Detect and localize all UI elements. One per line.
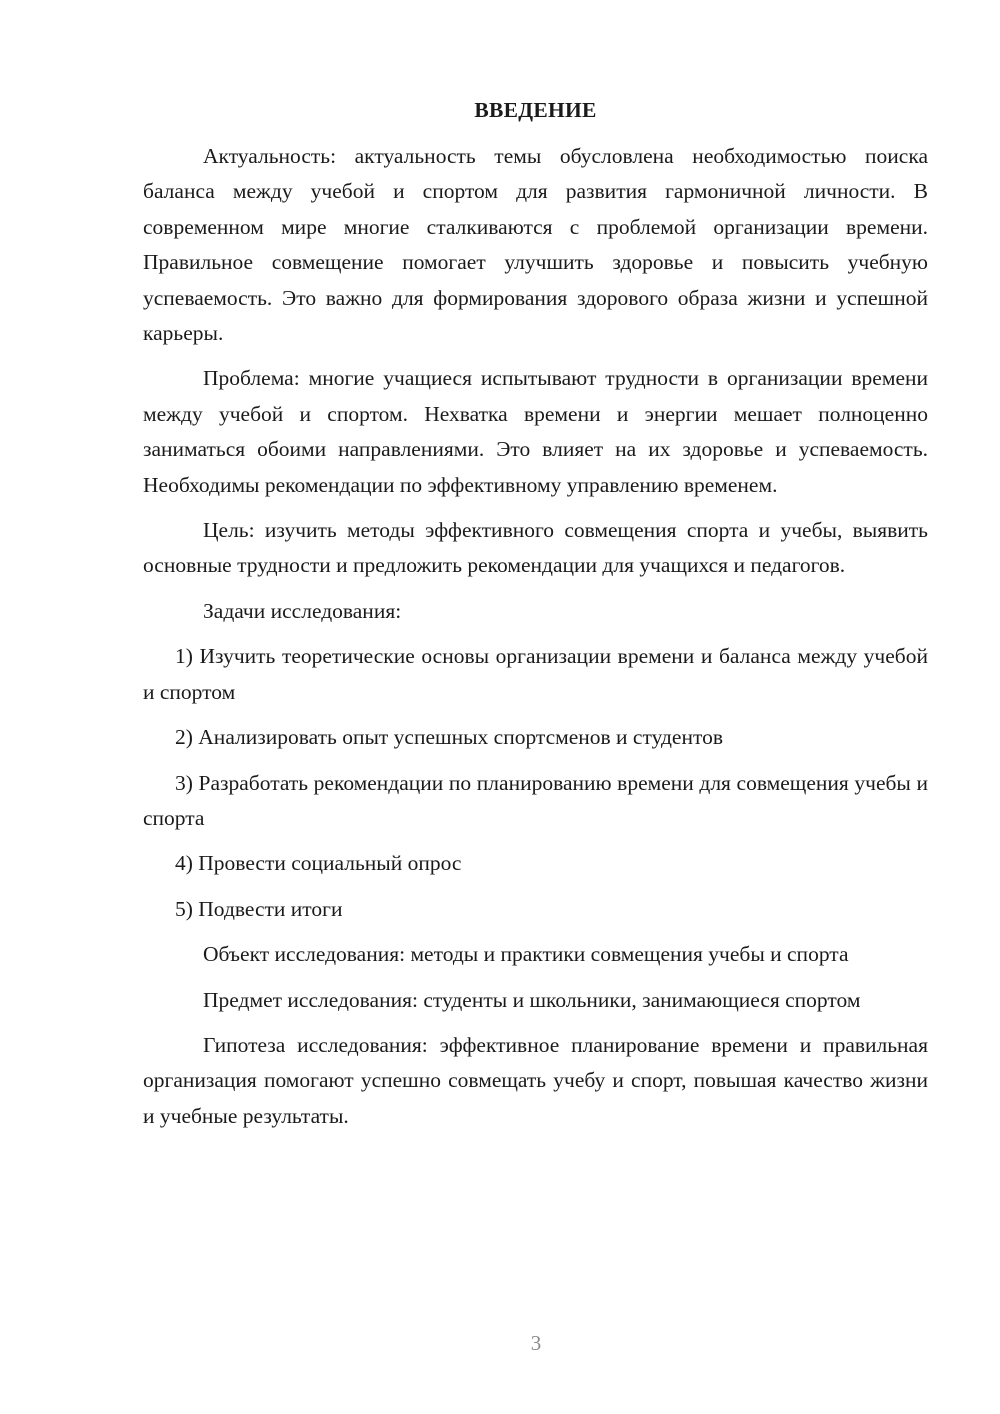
goal-paragraph: Цель: изучить методы эффективного совмещения спорта и учебы, выявить основные трудности и предложить рекомендации для учащихся и педагогов.: [143, 518, 928, 578]
task-item-5: 5) Подвести итоги: [175, 896, 343, 921]
problem-paragraph: Проблема: многие учащиеся испытывают трудности в организации времени между учебой и спортом. Нехватка времени и энергии мешает полноценно заниматься обоими направлениями. Это влияет на их здоровье и успеваемость. Необходимы рекомендации по эффективному управлению временем.: [143, 366, 928, 497]
object-paragraph: Объект исследования: методы и практики совмещения учебы и спорта: [203, 942, 849, 967]
task-item-3: 3) Разработать рекомендации по планированию времени для совмещения учебы и спорта: [143, 770, 928, 830]
task-item-2: 2) Анализировать опыт успешных спортсменов и студентов: [175, 725, 723, 750]
task-item-1: 1) Изучить теоретические основы организации времени и баланса между учебой и спортом: [143, 644, 928, 704]
relevance-paragraph: Актуальность: актуальность темы обусловлена необходимостью поиска баланса между учебой и спортом для развития гармоничной личности. В современном мире многие сталкиваются с проблемой организации времени. Правильное совмещение помогает улучшить здоровье и повысить учебную успеваемость. Это важно для формирования здорового образа жизни и успешной карьеры.: [143, 144, 928, 346]
tasks-intro: Задачи исследования:: [203, 598, 402, 623]
page-content: [143, 92, 928, 1144]
hypothesis-paragraph: Гипотеза исследования: эффективное планирование времени и правильная организация помогают успешно совмещать учебу и спорт, повышая качество жизни и учебные результаты.: [143, 1032, 928, 1128]
page-number: 3: [530, 1331, 542, 1355]
task-item-4: 4) Провести социальный опрос: [175, 851, 462, 876]
section-heading: ВВЕДЕНИЕ: [474, 98, 597, 122]
subject-paragraph: Предмет исследования: студенты и школьники, занимающиеся спортом: [203, 987, 861, 1012]
